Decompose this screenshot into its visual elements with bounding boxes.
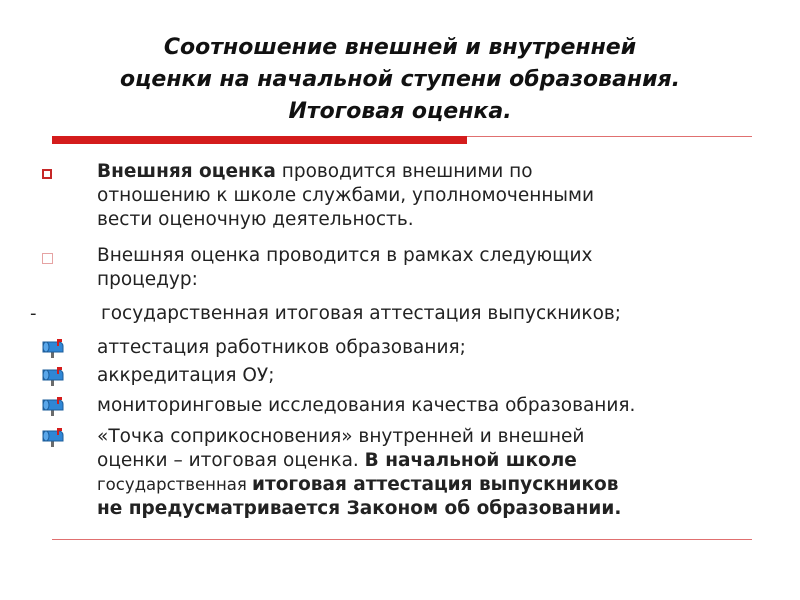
- item-text-part: государственная: [97, 475, 253, 494]
- item-text-line: «Точка соприкосновения» внутренней и внешней: [97, 426, 585, 447]
- title-line-1: Соотношение внешней и внутренней: [163, 35, 637, 60]
- bold-term: Внешняя оценка: [97, 161, 276, 182]
- item-text: аттестация работников образования;: [97, 337, 466, 358]
- mailbox-icon: [40, 427, 66, 451]
- divider-thick-bar: [52, 136, 467, 144]
- item-text-part: проводится внешними по: [275, 161, 533, 182]
- dash-marker: -: [30, 303, 37, 324]
- item-text: аккредитация ОУ;: [97, 365, 275, 386]
- item-text-line: Внешняя оценка проводится в рамках следующих: [97, 245, 593, 266]
- title-line-3: Итоговая оценка.: [288, 99, 512, 124]
- item-text: [97, 425, 777, 521]
- item-text-part: оценки – итоговая оценка.: [97, 450, 365, 471]
- mailbox-icon: [40, 338, 66, 362]
- bold-phrase: В начальной школе: [364, 450, 577, 471]
- item-text-line: процедур:: [97, 269, 198, 290]
- title-line-2: оценки на начальной ступени образования.: [119, 67, 681, 92]
- bottom-divider: [52, 539, 752, 540]
- mailbox-icon: [40, 366, 66, 390]
- item-text: государственная итоговая аттестация выпускников;: [101, 303, 622, 324]
- slide-title: [40, 32, 760, 128]
- square-outline-icon: [42, 169, 52, 179]
- item-text: мониторинговые исследования качества образования.: [97, 395, 636, 416]
- mailbox-icon: [40, 396, 66, 420]
- item-text: [97, 244, 777, 292]
- square-outline-icon: [42, 253, 53, 264]
- item-text-line: вести оценочную деятельность.: [97, 209, 414, 230]
- bold-phrase: не предусматривается Законом об образовании.: [97, 498, 622, 519]
- item-text-line: отношению к школе службами, уполномоченными: [97, 185, 595, 206]
- item-text: [97, 160, 777, 232]
- bold-phrase: итоговая аттестация выпускников: [252, 474, 619, 495]
- title-divider: [52, 136, 752, 144]
